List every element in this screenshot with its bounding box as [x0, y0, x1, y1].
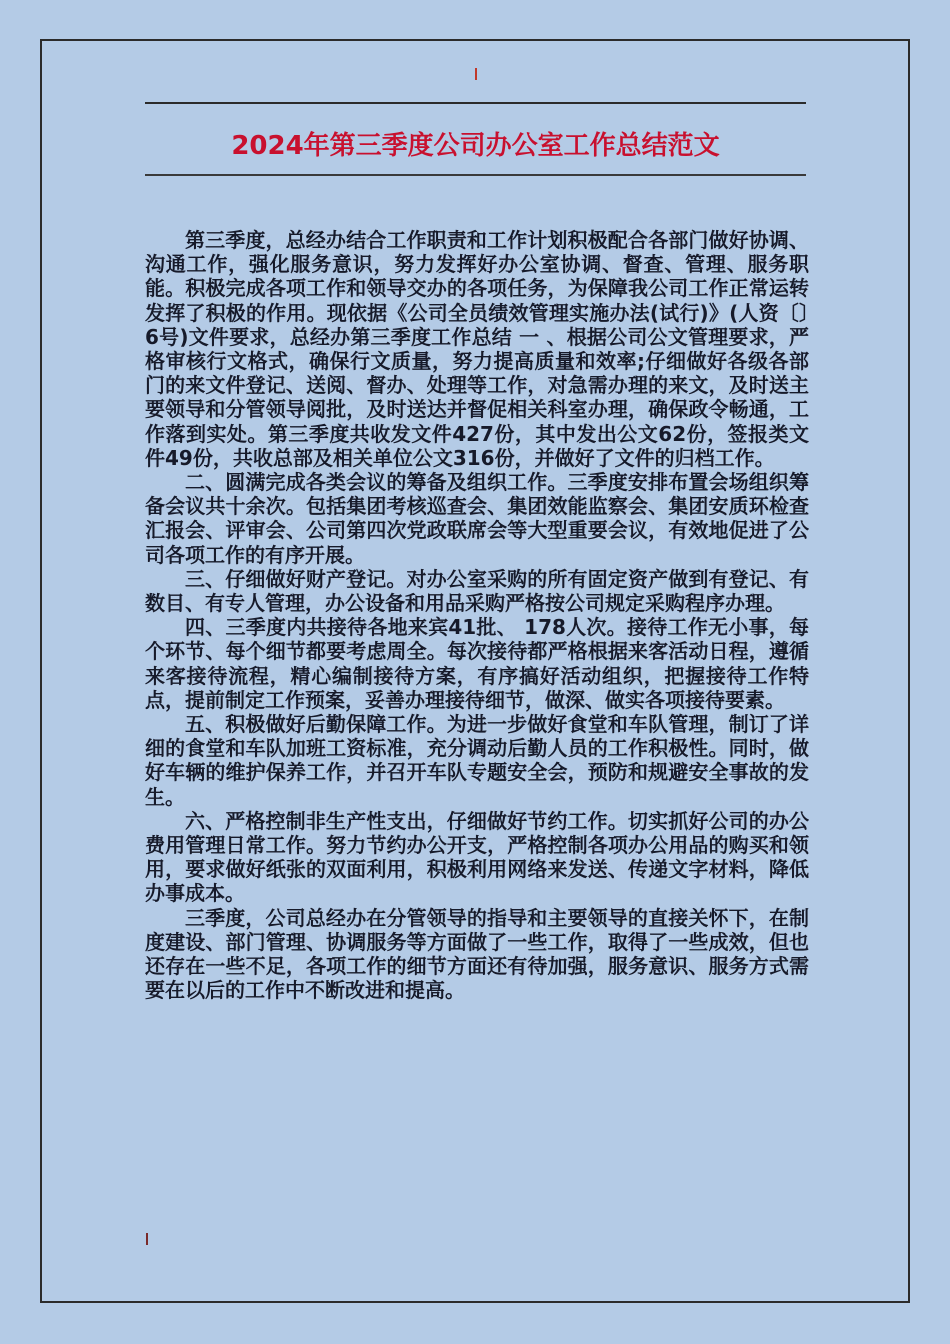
document-body: [145, 228, 809, 1003]
paragraph-2: 二、圆满完成各类会议的筹备及组织工作。三季度安排布置会场组织筹备会议共十余次。包括集团考核巡查会、集团效能监察会、集团安质环检查汇报会、评审会、公司第四次党政联席会等大型重要会议，有效地促进了公司各项工作的有序开展。: [145, 470, 809, 567]
title-rule: [145, 174, 806, 176]
paragraph-6: 六、严格控制非生产性支出，仔细做好节约工作。切实抓好公司的办公费用管理日常工作。努力节约办公开支，严格控制各项办公用品的购买和领用，要求做好纸张的双面利用，积极利用网络来发送、传递文字材料，降低办事成本。: [145, 808, 809, 906]
footer-marker: [146, 1233, 148, 1245]
paragraph-1: 第三季度，总经办结合工作职责和工作计划积极配合各部门做好协调、沟通工作，强化服务意识，努力发挥好办公室协调、督查、管理、服务职能。积极完成各项工作和领导交办的各项任务，为保障我公司工作正常运转发挥了积极的作用。现依据《公司全员绩效管理实施办法(试行)》(人资〔〕6号)文件要求，总经办第三季度工作总结 一 、根据公司公文管理要求，严格审核行文格式，确保行文质量，努力提高质量和效率;仔细做好各级各部门的来文件登记、送阅、督办、处理等工作，对急需办理的来文，及时送主要领导和分管领导阅批，及时送达并督促相关科室办理，确保政令畅通，工作落到实处。第三季度共收发文件427份，其中发出公文62份，签报类文件49份，共收总部及相关单位公文316份，并做好了文件的归档工作。: [145, 228, 809, 470]
header-rule: [145, 102, 806, 104]
document-title: 2024年第三季度公司办公室工作总结范文: [231, 131, 720, 161]
header-marker: [475, 68, 477, 80]
paragraph-3: 三、仔细做好财产登记。对办公室采购的所有固定资产做到有登记、有数目、有专人管理，办公设备和用品采购严格按公司规定采购程序办理。: [145, 566, 809, 616]
paragraph-4: 四、三季度内共接待各地来宾41批、 178人次。接待工作无小事，每个环节、每个细节都要考虑周全。每次接待都严格根据来客活动日程，遵循来客接待流程，精心编制接待方案，有序搞好活动组织，把握接待工作特点，提前制定工作预案，妥善办理接待细节，做深、做实各项接待要素。: [145, 615, 809, 712]
paragraph-7: 三季度，公司总经办在分管领导的指导和主要领导的直接关怀下，在制度建设、部门管理、协调服务等方面做了一些工作，取得了一些成效，但也还存在一些不足，各项工作的细节方面还有待加强，服务意识、服务方式需要在以后的工作中不断改进和提高。: [145, 905, 809, 1003]
paragraph-5: 五、积极做好后勤保障工作。为进一步做好食堂和车队管理，制订了详细的食堂和车队加班工资标准，充分调动后勤人员的工作积极性。同时，做好车辆的维护保养工作，并召开车队专题安全会，预防和规避安全事故的发生。: [145, 712, 809, 809]
